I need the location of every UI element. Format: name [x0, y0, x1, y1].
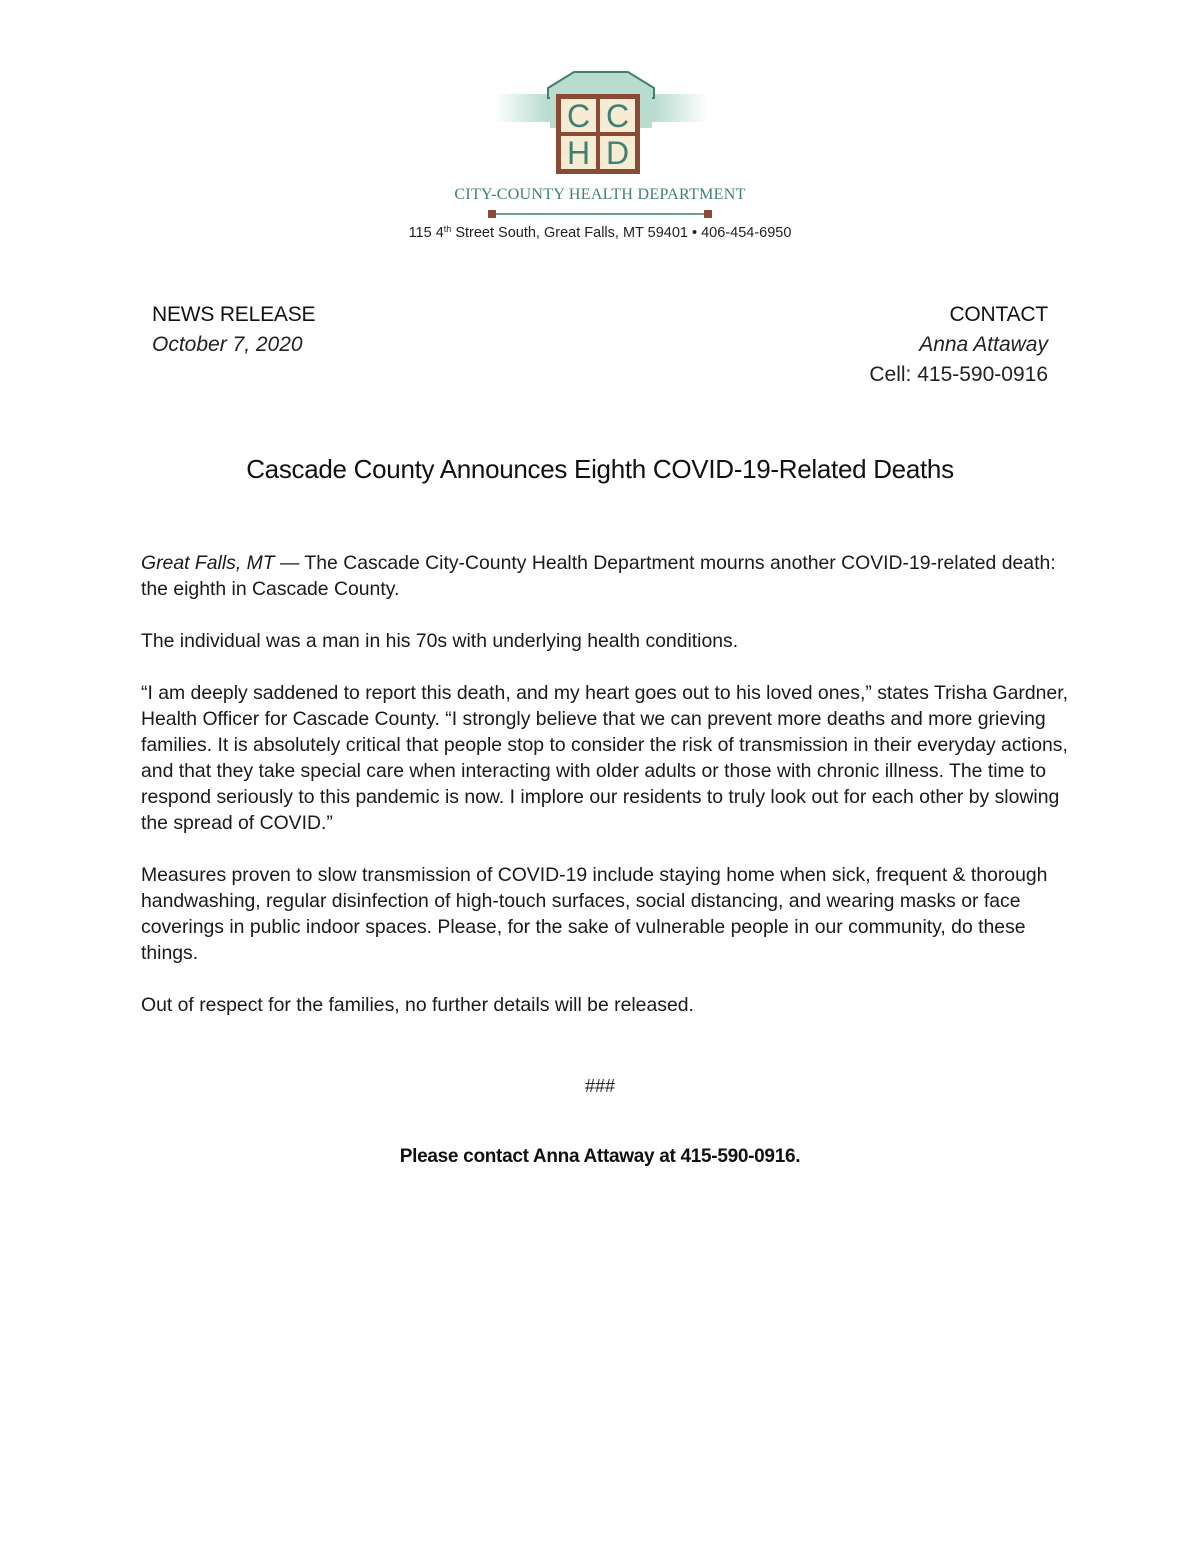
paragraph-3: “I am deeply saddened to report this death, and my heart goes out to his loved ones,” states Trisha Gardner, Health Officer for Cascade County. “I strongly believe that we can prevent more deaths and more grieving families. It is absolutely critical that people stop to consider the risk of transmission in their everyday actions, and that they take special care when interacting with older adults or those with chronic illness. The time to respond seriously to this pandemic is now. I implore our residents to truly look out for each other by slowing the spread of COVID.” — [141, 682, 1068, 834]
logo-letter-c1: C — [566, 98, 591, 134]
address-number: 115 4 — [408, 225, 444, 241]
address-rest: Street South, Great Falls, MT 59401 • 406-454-6950 — [451, 225, 792, 241]
page-title: Cascade County Announces Eighth COVID-19-Related Deaths — [246, 454, 954, 484]
paragraph-1-text: — The Cascade City-County Health Department mourns another COVID-19-related death: the eighth in Cascade County. — [141, 552, 1056, 600]
release-date: October 7, 2020 — [152, 333, 303, 356]
paragraph-2: The individual was a man in his 70s with underlying health conditions. — [141, 630, 739, 652]
closing-contact: Please contact Anna Attaway at 415-590-0916. — [399, 1146, 801, 1167]
paragraph-5: Out of respect for the families, no further details will be released. — [141, 994, 694, 1016]
end-mark: ### — [584, 1076, 616, 1096]
paragraph-4: Measures proven to slow transmission of COVID-19 include staying home when sick, frequent & thorough handwashing, regular disinfection of high-touch surfaces, social distancing, and wearing masks or face coverings in public indoor spaces. Please, for the sake of vulnerable people in our community, do these things. — [141, 864, 1048, 964]
logo-letter-d: D — [605, 135, 630, 171]
release-block — [152, 300, 315, 360]
address-ordinal: th — [443, 224, 452, 234]
paragraph-1 — [141, 550, 1071, 602]
contact-cell: Cell: 415-590-0916 — [869, 363, 1048, 386]
cchd-logo — [492, 68, 710, 180]
news-release-label: NEWS RELEASE — [152, 303, 316, 326]
release-body — [141, 550, 1071, 1044]
contact-name: Anna Attaway — [919, 333, 1048, 356]
contact-label: CONTACT — [949, 303, 1048, 326]
address-line — [0, 224, 1200, 241]
logo-letter-c2: C — [605, 98, 630, 134]
decorative-rule — [486, 208, 714, 220]
org-name: CITY-COUNTY HEALTH DEPARTMENT — [454, 186, 746, 203]
dateline: Great Falls, MT — [141, 552, 275, 574]
logo-letter-h: H — [566, 135, 591, 171]
contact-block — [869, 300, 1048, 390]
